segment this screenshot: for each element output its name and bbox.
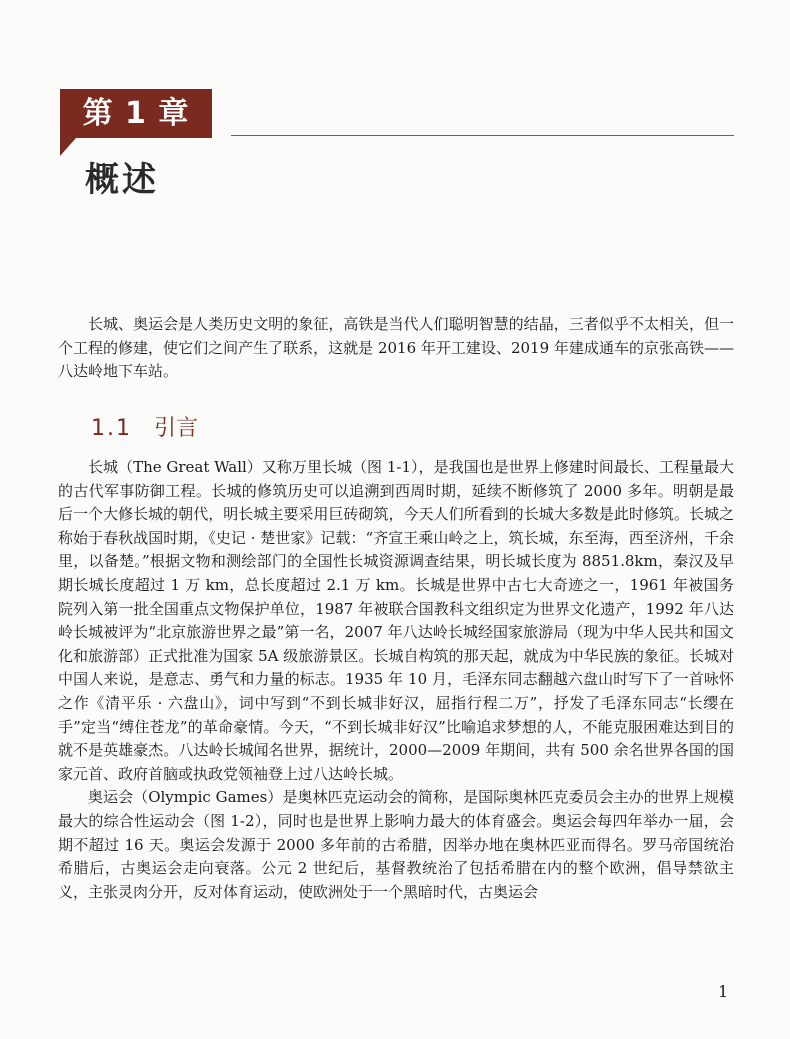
chapter-label-tab [60,89,212,138]
section-number: 1.1 [91,416,132,441]
chapter-title: 概述 [85,160,159,200]
body-paragraph-olympics: 奥运会（Olympic Games）是奥林匹克运动会的简称，是国际奥林匹克委员会主办的世界上规模最大的综合性运动会（图 1-2），同时也是世界上影响力最大的体育盛会。奥运会每四年举办一届，会期不超过 16 天。奥运会发源于 2000 多年前的古希腊，因举办地在奥林匹亚而得名。罗马帝国统治希腊后，古奥运会走向衰落。公元 2 世纪后，基督教统治了包括希腊在内的整个欧洲，倡导禁欲主义，主张灵肉分开，反对体育运动，使欧洲处于一个黑暗时代，古奥运会 [58,788,734,901]
intro-paragraph: 长城、奥运会是人类历史文明的象征，高铁是当代人们聪明智慧的结晶，三者似乎不太相关，但一个工程的修建，使它们之间产生了联系，这就是 2016 年开工建设、2019 年建成通车的京张高铁——八达岭地下车站。 [58,315,734,381]
section-heading [91,411,198,447]
chapter-header-rule [231,135,734,136]
body-paragraph-great-wall: 长城（The Great Wall）又称万里长城（图 1-1），是我国也是世界上修建时间最长、工程量最大的古代军事防御工程。长城的修筑历史可以追溯到西周时期，延续不断修筑了 2000 多年。明朝是最后一个大修长城的朝代，明长城主要采用巨砖砌筑，今天人们所看到的长城大多数是此时修筑。长城之称始于春秋战国时期，《史记 · 楚世家》记载：“齐宣王乘山岭之上，筑长城，东至海，西至济州，千余里，以备楚。”根据文物和测绘部门的全国性长城资源调查结果，明长城长度为 8851.8km，秦汉及早期长城长度超过 1 万 km，总长度超过 2.1 万 km。长城是世界中古七大奇迹之一，1961 年被国务院列入第一批全国重点文物保护单位，1987 年被联合国教科文组织定为世界文化遗产，1992 年八达岭长城被评为“北京旅游世界之最”第一名，2007 年八达岭长城经国家旅游局（现为中华人民共和国文化和旅游部）正式批准为国家 5A 级旅游景区。长城自构筑的那天起，就成为中华民族的象征。长城对中国人来说，是意志、勇气和力量的标志。1935 年 10 月，毛泽东同志翻越六盘山时写下了一首咏怀之作《清平乐 · 六盘山》，词中写到“不到长城非好汉，屈指行程二万”，抒发了毛泽东同志“长缨在手”定当“缚住苍龙”的革命豪情。今天，“不到长城非好汉”比喻追求梦想的人，不能克服困难达到目的就不是英雄豪杰。八达岭长城闻名世界，据统计，2000—2009 年期间，共有 500 余名世界各国的国家元首、政府首脑或执政党领袖登上过八达岭长城。 [58,458,734,783]
section-body [58,456,734,904]
intro-block [58,313,734,384]
page-number: 1 [718,982,729,1001]
chapter-tab-notch [60,138,76,156]
chapter-label: 第 1 章 [82,96,190,131]
section-title: 引言 [154,416,199,441]
